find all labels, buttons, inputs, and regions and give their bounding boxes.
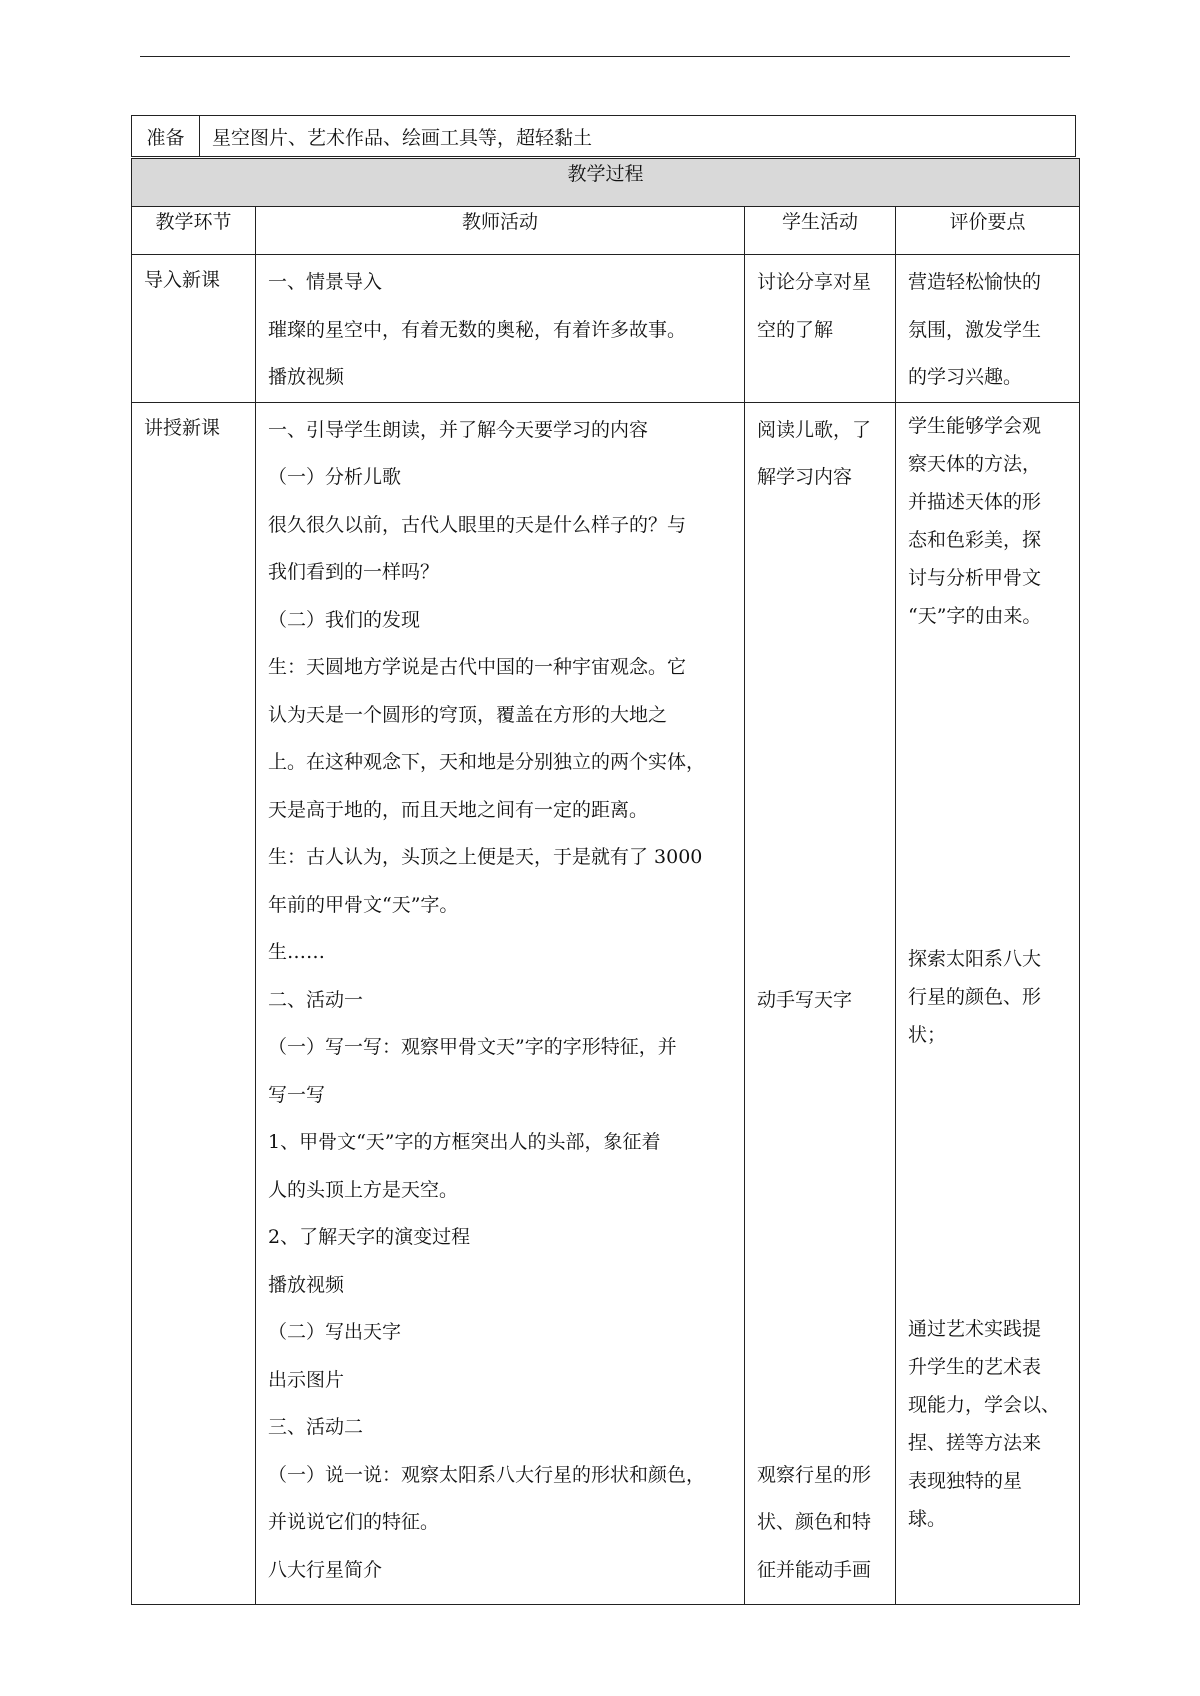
text-line: 表现独特的星 xyxy=(908,1469,1023,1492)
text-line: 播放视频 xyxy=(268,366,345,388)
text-line: 通过艺术实践提 xyxy=(908,1317,1042,1340)
text-line: 球。 xyxy=(908,1507,947,1530)
student-activity-cell xyxy=(745,255,896,403)
text-line: 的学习兴趣。 xyxy=(908,366,1023,388)
text-line: 阅读儿歌，了 xyxy=(757,418,872,441)
text-line: 观察行星的形 xyxy=(757,1463,872,1486)
text-line: 现能力，学会以、 xyxy=(908,1393,1061,1416)
text-line: 生…… xyxy=(268,941,326,963)
teacher-activity-cell xyxy=(256,255,745,403)
lesson-process-table xyxy=(131,158,1080,1605)
text-line: （一）说一说：观察太阳系八大行星的形状和颜色， xyxy=(268,1463,706,1486)
process-title: 教学过程 xyxy=(132,159,1080,207)
text-line: 出示图片 xyxy=(268,1368,345,1391)
process-title-row xyxy=(132,159,1080,207)
page-header-rule xyxy=(140,56,1070,57)
text-line: 我们看到的一样吗？ xyxy=(268,561,440,583)
stage-label: 导入新课 xyxy=(144,269,221,291)
table-row xyxy=(132,402,1080,1604)
text-line: 升学生的艺术表 xyxy=(908,1355,1042,1378)
text-line: 上。在这种观念下，天和地是分别独立的两个实体， xyxy=(268,751,706,773)
text-line: （一）分析儿歌 xyxy=(268,466,402,488)
teacher-activity-cell xyxy=(256,402,745,1604)
stage-cell xyxy=(132,255,256,403)
column-header-row xyxy=(132,207,1080,255)
text-line: 状； xyxy=(908,1023,947,1046)
header-student-activity: 学生活动 xyxy=(745,207,896,255)
stage-label: 讲授新课 xyxy=(144,416,221,439)
text-line: 生：天圆地方学说是古代中国的一种宇宙观念。它 xyxy=(268,656,687,678)
text-line: 天是高于地的，而且天地之间有一定的距离。 xyxy=(268,798,649,821)
text-line: （二）写出天字 xyxy=(268,1321,402,1343)
text-line: 二、活动一 xyxy=(268,988,364,1011)
evaluation-cell xyxy=(896,255,1080,403)
text-line: （一）写一写：观察甲骨文天”字的字形特征，并 xyxy=(268,1036,677,1058)
text-line: 一、引导学生朗读，并了解今天要学习的内容 xyxy=(268,418,649,441)
preparation-materials: 星空图片、艺术作品、绘画工具等，超轻黏土 xyxy=(212,126,593,149)
text-line: 2、了解天字的演变过程 xyxy=(268,1226,471,1248)
text-line: 人的头顶上方是天空。 xyxy=(268,1178,459,1201)
text-line: 征并能动手画 xyxy=(757,1558,872,1581)
text-line: 解学习内容 xyxy=(757,466,853,488)
text-line: 学生能够学会观 xyxy=(908,414,1042,437)
text-line: 八大行星简介 xyxy=(268,1558,383,1581)
text-line: 并描述天体的形 xyxy=(908,490,1042,513)
text-line: 讨与分析甲骨文 xyxy=(908,566,1042,589)
text-line: 三、活动二 xyxy=(268,1416,364,1438)
text-line: 态和色彩美，探 xyxy=(908,528,1042,551)
header-stage: 教学环节 xyxy=(132,207,256,255)
text-line: 认为天是一个圆形的穹顶，覆盖在方形的大地之 xyxy=(268,703,668,726)
text-line: “天”字的由来。 xyxy=(908,604,1042,627)
text-line: 生：古人认为，头顶之上便是天，于是就有了 3000 xyxy=(268,846,703,868)
preparation-label: 准备 xyxy=(132,116,200,156)
header-teacher-activity: 教师活动 xyxy=(256,207,745,255)
text-line: 很久很久以前，古代人眼里的天是什么样子的？与 xyxy=(268,513,687,536)
text-line: （二）我们的发现 xyxy=(268,608,421,631)
student-activity-cell xyxy=(745,402,896,1604)
text-line: 璀璨的星空中，有着无数的奥秘，有着许多故事。 xyxy=(268,318,687,341)
text-line: 空的了解 xyxy=(757,318,834,341)
text-line: 年前的甲骨文“天”字。 xyxy=(268,893,459,916)
evaluation-cell xyxy=(896,402,1080,1604)
text-line: 讨论分享对星 xyxy=(757,271,872,293)
text-line: 动手写天字 xyxy=(757,988,853,1011)
text-line: 察天体的方法， xyxy=(908,452,1042,475)
preparation-row xyxy=(131,115,1076,157)
stage-cell xyxy=(132,402,256,1604)
text-line: 播放视频 xyxy=(268,1273,345,1296)
text-line: 写一写 xyxy=(268,1083,326,1106)
table-row xyxy=(132,255,1080,403)
text-line: 捏、搓等方法来 xyxy=(908,1431,1042,1454)
text-line: 并说说它们的特征。 xyxy=(268,1511,440,1533)
text-line: 状、颜色和特 xyxy=(757,1511,872,1533)
text-line: 营造轻松愉快的 xyxy=(908,271,1042,293)
header-evaluation: 评价要点 xyxy=(896,207,1080,255)
text-line: 探索太阳系八大 xyxy=(908,947,1042,970)
text-line: 1、甲骨文“天”字的方框突出人的头部，象征着 xyxy=(268,1131,661,1153)
text-line: 一、情景导入 xyxy=(268,271,383,293)
text-line: 氛围，激发学生 xyxy=(908,318,1042,341)
text-line: 行星的颜色、形 xyxy=(908,985,1042,1008)
